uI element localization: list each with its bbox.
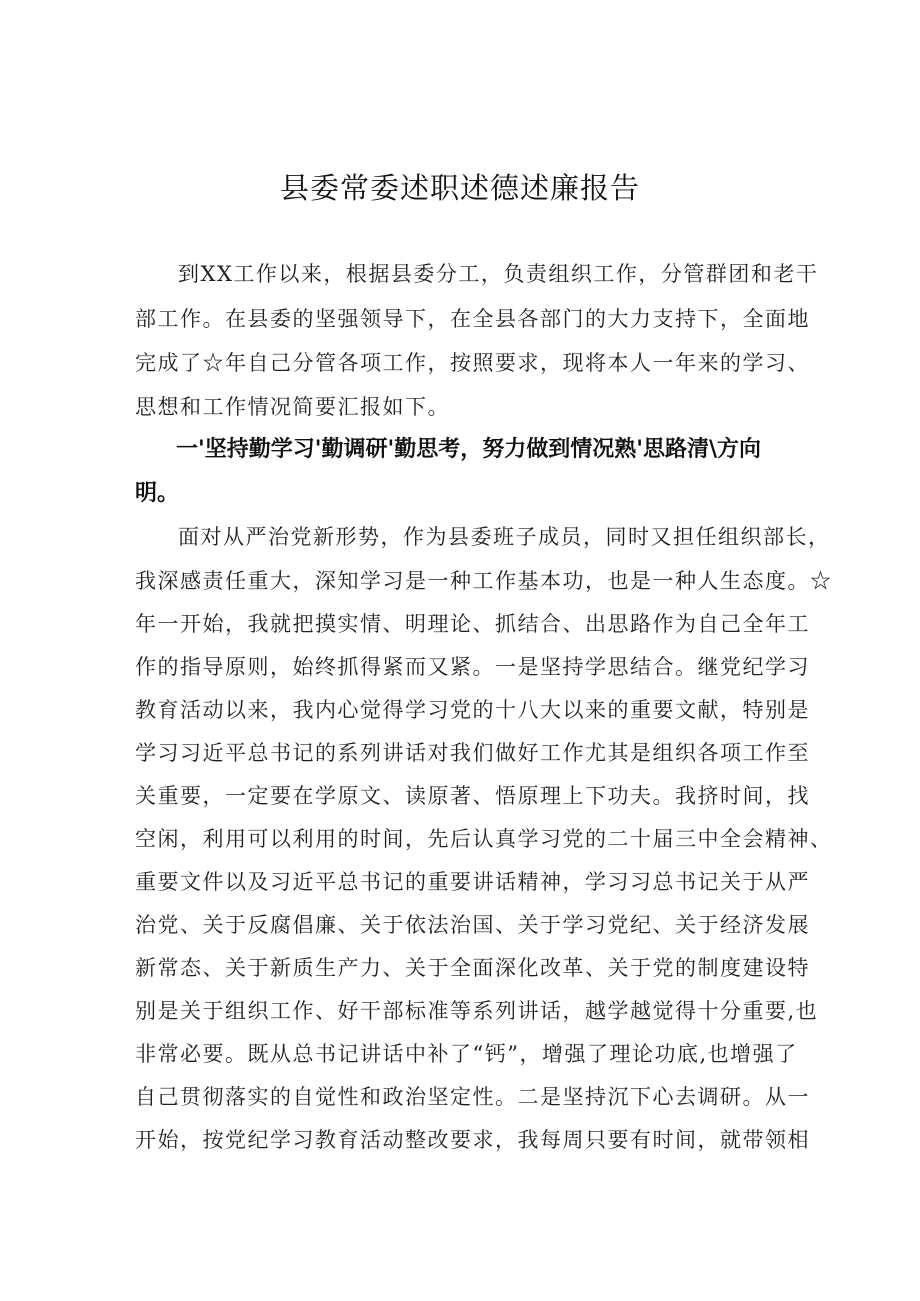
body-line: 新常态、关于新质生产力、关于全面深化改革、关于党的制度建设特 — [135, 956, 810, 980]
section-heading: 明。 — [135, 481, 180, 506]
intro-line: 部工作。在县委的坚强领导下，在全县各部门的大力支持下，全面地 — [135, 307, 810, 331]
body-line: 治党、关于反腐倡廉、关于依法治国、关于学习党纪、关于经济发展 — [135, 913, 810, 937]
body-line: 开始，按党纪学习教育活动整改要求，我每周只要有时间，就带领相 — [135, 1128, 810, 1152]
body-line: 别是关于组织工作、好干部标准等系列讲话，越学越觉得十分重要,也 — [135, 999, 819, 1023]
body-line: 面对从严治党新形势，作为县委班子成员，同时又担任组织部长， — [178, 525, 831, 549]
document-title: 县委常委述职述德述廉报告 — [279, 171, 640, 205]
body-line: 作的指导原则，始终抓得紧而又紧。一是坚持学思结合。继党纪学习 — [135, 655, 810, 679]
section-heading: 一'坚持勤学习'勤调研'勤思考，努力做到情况熟'思路清\方向 — [176, 437, 761, 462]
body-line: 重要文件以及习近平总书记的重要讲话精神，学习习总书记关于从严 — [135, 870, 810, 894]
body-line: 自己贯彻落实的自觉性和政治坚定性。二是坚持沉下心去调研。从一 — [135, 1085, 810, 1109]
intro-line: 思想和工作情况简要汇报如下。 — [135, 395, 450, 419]
body-line: 非常必要。既从总书记讲话中补了“钙”，增强了理论功底,也增强了 — [135, 1042, 798, 1066]
body-line: 教育活动以来，我内心觉得学习党的十八大以来的重要文献，特别是 — [135, 698, 810, 722]
body-line: 年一开始，我就把摸实情、明理论、抓结合、出思路作为自己全年工 — [135, 612, 810, 636]
body-line: 空闲，利用可以利用的时间，先后认真学习党的二十届三中全会精神、 — [135, 827, 833, 851]
body-line: 学习习近平总书记的系列讲话对我们做好工作尤其是组织各项工作至 — [135, 741, 810, 765]
body-line: 我深感责任重大，深知学习是一种工作基本功，也是一种人生态度。☆ — [135, 569, 833, 593]
body-line: 关重要，一定要在学原文、读原著、悟原理上下功夫。我挤时间，找 — [135, 784, 810, 808]
intro-line: 到XX工作以来，根据县委分工，负责组织工作，分管群团和老干 — [178, 262, 819, 286]
intro-line: 完成了☆年自己分管各项工作，按照要求，现将本人一年来的学习、 — [135, 351, 810, 375]
